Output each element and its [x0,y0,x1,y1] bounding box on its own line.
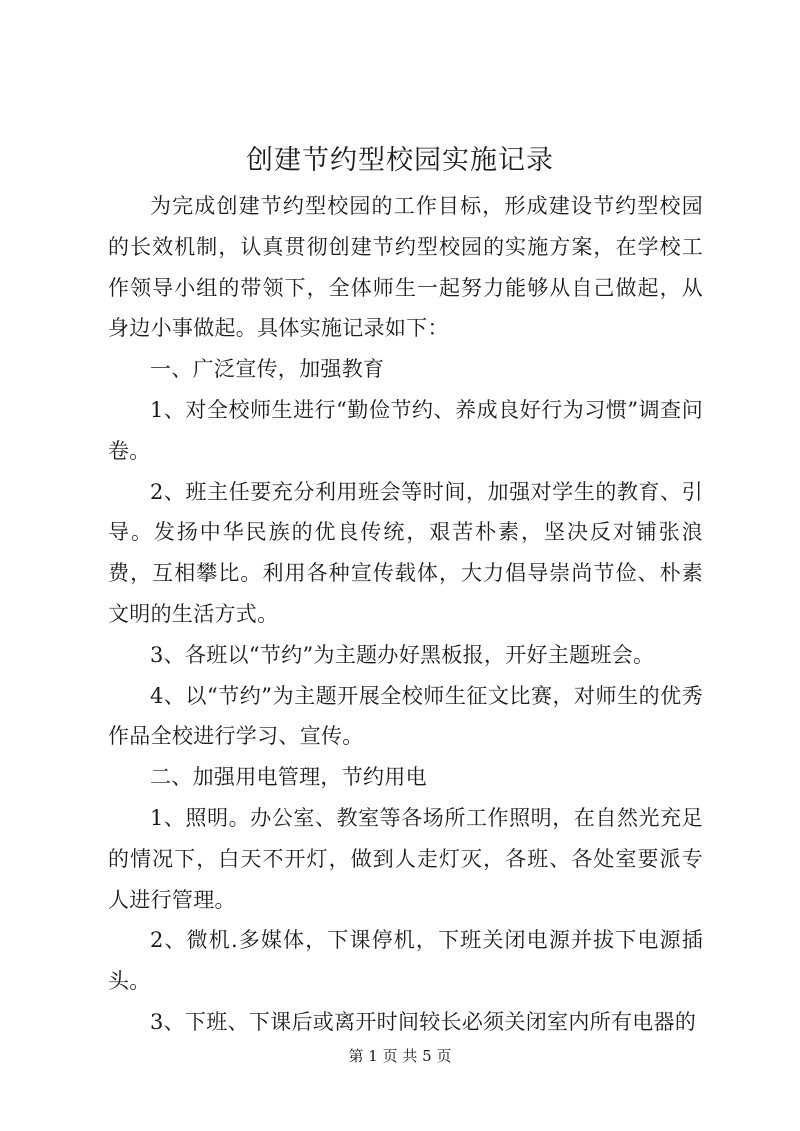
paragraph-intro: 为完成创建节约型校园的工作目标，形成建设节约型校园的长效机制，认真贯彻创建节约型校园的实施方案，在学校工作领导小组的带领下，全体师生一起努力能够从自己做起，从身边小事做起。具体实施记录如下： [108,194,703,341]
paragraph-2-2: 2、微机.多媒体，下课停机，下班关闭电源并拔下电源插头。 [108,928,703,994]
paragraph-1-1: 1、对全校师生进行“勤俭节约、养成良好行为习惯”调查问卷。 [108,397,703,463]
section-heading-1: 一、广泛宣传，加强教育 [150,357,385,382]
document-title: 创建节约型校园实施记录 [246,145,554,176]
section-heading-2: 二、加强用电管理，节约用电 [150,765,427,790]
paragraph-1-3: 3、各班以“节约”为主题办好黑板报，开好主题班会。 [150,642,655,667]
paragraph-1-4: 4、以“节约”为主题开展全校师生征文比赛，对师生的优秀作品全校进行学习、宣传。 [108,683,703,749]
paragraph-2-1: 1、照明。办公室、教室等各场所工作照明，在自然光充足的情况下，白天不开灯，做到人走灯灭，各班、各处室要派专人进行管理。 [108,805,703,912]
document-body [108,186,703,1043]
paragraph-2-3: 3、下班、下课后或离开时间较长必须关闭室内所有电器的 [150,1009,697,1034]
paragraph-1-2: 2、班主任要充分利用班会等时间，加强对学生的教育、引导。发扬中华民族的优良传统，艰苦朴素，坚决反对铺张浪费，互相攀比。利用各种宣传载体，大力倡导崇尚节俭、朴素文明的生活方式。 [108,479,703,626]
page-number-footer: 第 1 页 共 5 页 [348,1047,452,1065]
